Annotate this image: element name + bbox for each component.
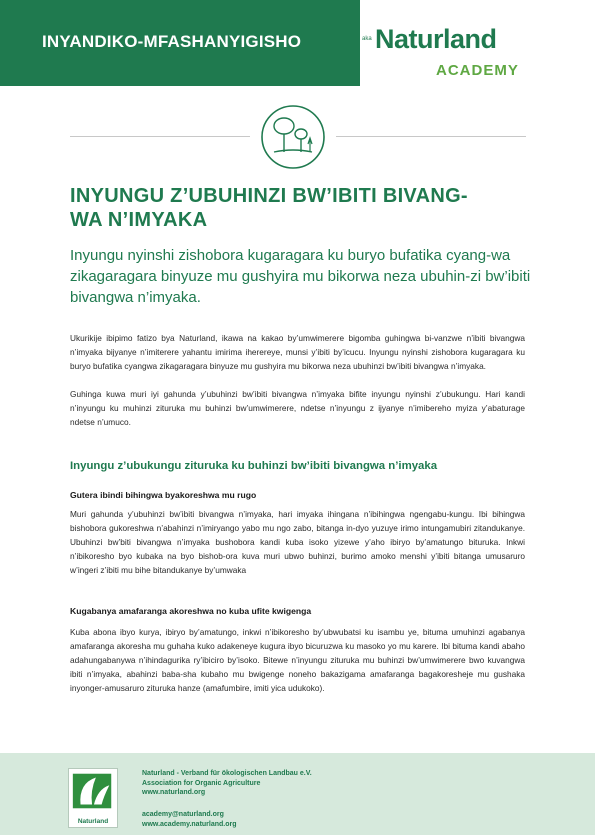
leaf-logo-icon: [69, 769, 117, 813]
brand-academy: ACADEMY: [436, 62, 519, 79]
document-title: [70, 184, 540, 232]
org-website-link[interactable]: www.naturland.org: [142, 789, 206, 796]
subsection-text-2: Kuba abona ibyo kurya, ibiryo by’amatungo, inkwi n’ibikoresho by’ubwubatsi ku isambu ye, bituma umuhinzi agabanya amafaranga akoresha mu guhaha kuko adakeneye kugura ibyo bicuruzwa ku masoko yo mu karere. Ibi bituma kandi abaho adahungabanywa n’ihindagurika ry’ibiciro by’isoko. Bitewe n’inyungu zituruka mu buhinzi bw’umwimerere bwo kuvangwa ibiti n’imyaka, abahinzi baba-sha kubaho mu bwigenge noneho bakazigama amafaranga bagakoresheje mu gushaka inyonger-amusaruro zituruka hanze (amafumbire, imiti yica udukoko).: [70, 627, 525, 693]
series-title: INYANDIKO-MFASHANYIGISHO: [42, 32, 302, 51]
organization-info: [142, 769, 312, 798]
subsection-text-1: Muri gahunda y’ubuhinzi bw’ibiti bivangwa n’imyaka, hari imyaka ihingana n’ibihingwa ngengabu-kungu. Ibi bihingwa bishobora gukoreshwa n’abahinzi n’imiryango yabo mu ngo zabo, bitanga in-dyo yuzuye irimo intungamubiri zitandukanye. Ubuhinzi bw’biti bivangwa n’imyaka bushobora kandi kuba isoko yizewe y’aho ibiryo by’amatungo bituruka. Inkwi n’ibikoresho byo kubaka na byo bishob-ora kuva muri ubwo buhinzi, burimo amoko menshi y’ibiti bitanga umusaruro w’ingeri z’ibiti mu bihe bitandukanye by’umwaka: [70, 509, 525, 575]
org-subtitle: Association for Organic Agriculture: [142, 779, 261, 787]
academy-website-link[interactable]: www.academy.naturland.org: [142, 820, 237, 828]
title-line-1: INYUNGU Z’UBUHINZI BW’IBITI BIVANG-: [70, 185, 468, 207]
org-name: Naturland - Verband für ökologischen Landbau e.V.: [142, 770, 312, 777]
logo-label: Naturland: [77, 818, 109, 825]
lead-paragraph: Inyungu nyinshi zishobora kugaragara ku buryo bufatika cyang-wa zikagaragara binyuze mu gushyira mu bikorwa neza ubuhin-zi bw’ibiti bivangwa n’imyaka.: [70, 247, 531, 306]
intro-paragraph-1: Ukurikije ibipimo fatizo bya Naturland, ikawa na kakao by’umwimerere bigomba guhingwa bi-vanzwe n’ibiti bivangwa n’imyaka bijyanye n’imiterere yahantu imirima iherereye, munsi y’ibiti by’icucu. Inyungu nyinshi zishobora kugaragara ku buryo bufatika cyangwa zikagaragara binyuze mu gushyira mu bikorwa neza ubuhinzi bw’ibiti bivangwa n’imyaka.: [70, 333, 525, 371]
naturland-logo: [68, 768, 118, 828]
subsection-heading-2: Kugabanya amafaranga akoreshwa no kuba ufite kwigenga: [70, 606, 312, 616]
section-heading: Inyungu z’ubukungu zituruka ku buhinzi bw’ibiti bivangwa n’imyaka: [70, 460, 438, 472]
title-line-2: WA N’IMYAKA: [70, 209, 208, 231]
brand-logo-text: Naturland: [375, 24, 497, 54]
divider-right: [336, 136, 526, 137]
header-band: [0, 0, 360, 86]
divider-left: [70, 136, 250, 137]
brand-prefix: aka: [362, 36, 372, 42]
subsection-heading-1: Gutera ibindi bihingwa byakoreshwa mu rugo: [70, 490, 257, 500]
intro-paragraph-2: Guhinga kuwa muri iyi gahunda y’ubuhinzi bw’ibiti bivangwa n’imyaka bifite inyungu nyinshi z’ubukungu. Hari kandi n’inyungu ku muhinzi zituruka mu buhinzi bw’umwimerere, ndetse n’inyungu z ijyanye n’imibereho myiza y’abaturage ndetse n’umuco.: [70, 389, 525, 427]
contact-email-link[interactable]: academy@naturland.org: [142, 811, 224, 818]
agroforestry-trees-icon: [260, 104, 326, 170]
contact-info: [142, 810, 237, 829]
